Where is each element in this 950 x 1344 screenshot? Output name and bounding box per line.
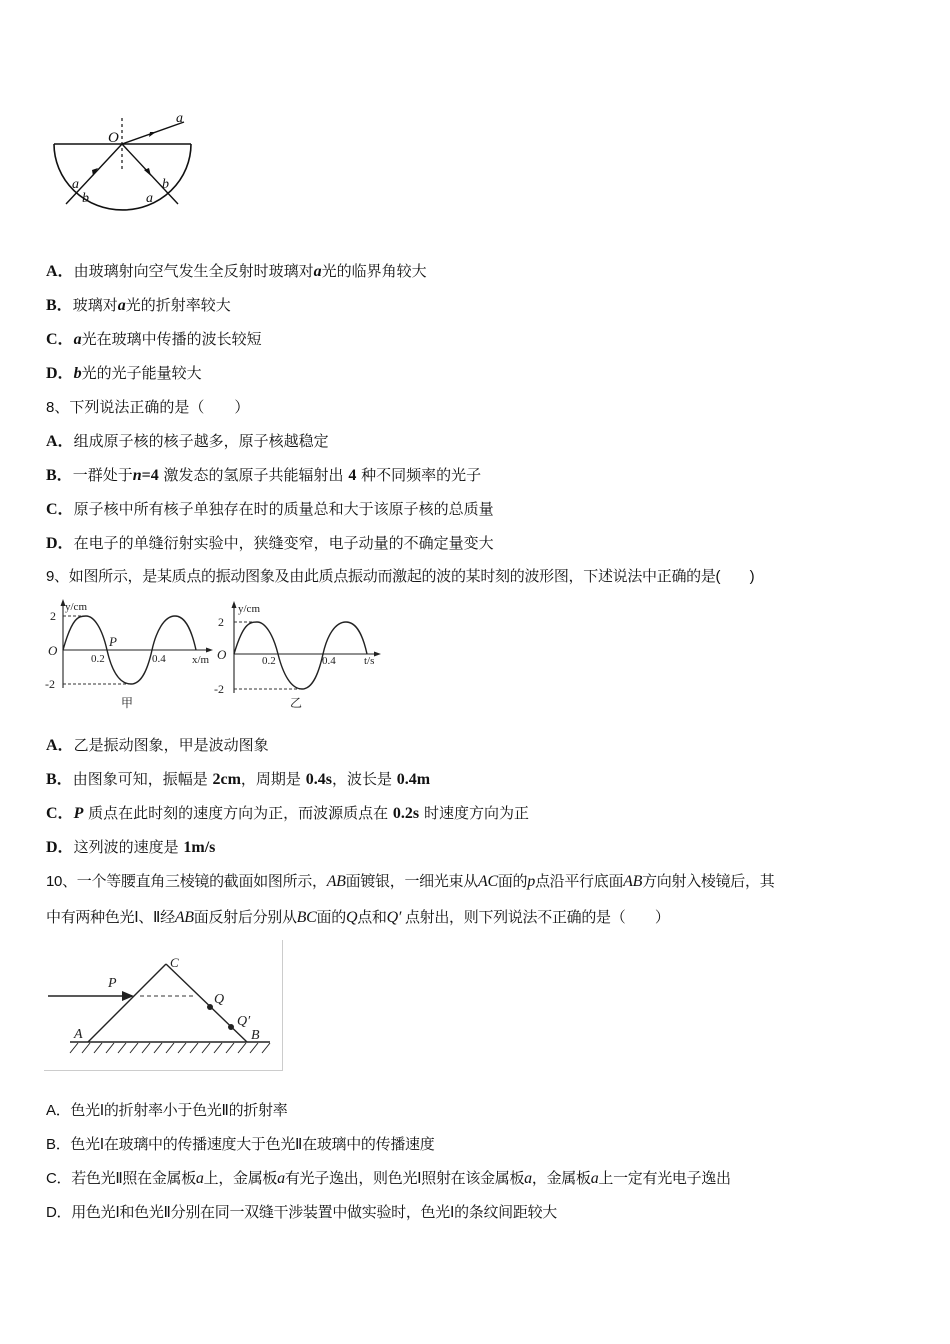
var-a: a — [313, 263, 322, 280]
svg-text:2: 2 — [50, 609, 56, 623]
question-number: 9、 — [46, 568, 69, 585]
svg-text:乙: 乙 — [290, 696, 303, 710]
q10-stem-line2: 中有两种色光Ⅰ、Ⅱ经AB面反射后分别从BC面的Q点和Q′ 点射出，则下列说法不正确的是（ ） — [46, 909, 670, 926]
q10-option-b[interactable]: B．色光Ⅰ在玻璃中的传播速度大于色光Ⅱ在玻璃中的传播速度 — [46, 1136, 435, 1153]
svg-text:a: a — [146, 191, 153, 206]
q8-option-c[interactable]: C．原子核中所有核子单独存在时的质量总和大于该原子核的总质量 — [46, 500, 494, 518]
q9-option-d[interactable]: D．这列波的速度是 1m/s — [46, 838, 216, 856]
q10-option-c[interactable]: C．若色光Ⅱ照在金属板a上，金属板a有光子逸出，则色光Ⅰ照射在该金属板a，金属板a上一定有光电子逸出 — [46, 1170, 731, 1187]
svg-text:b: b — [82, 191, 89, 206]
q10-option-d[interactable]: D．用色光Ⅰ和色光Ⅱ分别在同一双缝干涉装置中做实验时，色光Ⅰ的条纹间距较大 — [46, 1204, 557, 1221]
q9-option-b[interactable]: B．由图象可知，振幅是 2cm，周期是 0.4s，波长是 0.4m — [46, 770, 431, 788]
q7-option-b[interactable]: B．玻璃对a光的折射率较大 — [46, 296, 231, 314]
q8-option-d[interactable]: D．在电子的单缝衍射实验中，狭缝变窄，电子动量的不确定量变大 — [46, 534, 494, 552]
svg-text:x/m: x/m — [192, 654, 210, 666]
svg-text:Q′: Q′ — [237, 1014, 251, 1029]
svg-text:B: B — [251, 1028, 260, 1043]
option-letter: A． — [46, 263, 74, 280]
question-number: 10、 — [46, 873, 77, 890]
svg-text:0.4: 0.4 — [322, 655, 336, 667]
q9-option-a[interactable]: A．乙是振动图象，甲是波动图象 — [46, 736, 269, 754]
q9-option-c[interactable]: C．P 质点在此时刻的速度方向为正，而波源质点在 0.2s 时速度方向为正 — [46, 804, 529, 822]
q8-option-a[interactable]: A．组成原子核的核子越多，原子核越稳定 — [46, 432, 329, 450]
svg-text:P: P — [108, 976, 117, 991]
svg-text:A: A — [74, 1027, 83, 1042]
svg-text:O: O — [48, 643, 58, 658]
q7-option-d[interactable]: D．b光的光子能量较大 — [46, 364, 202, 382]
svg-text:O: O — [217, 647, 227, 662]
q9-vibration-graph-yi — [212, 598, 387, 713]
q10-option-a[interactable]: A．色光Ⅰ的折射率小于色光Ⅱ的折射率 — [46, 1102, 288, 1119]
q9-wave-graph-jia — [42, 598, 217, 713]
svg-text:-2: -2 — [214, 682, 224, 696]
svg-text:y/cm: y/cm — [65, 601, 87, 613]
q9-stem: 9、如图所示，是某质点的振动图象及由此质点振动而激起的波的某时刻的波形图，下述说法中正确的是( ) — [46, 568, 755, 585]
q10-stem-line1: 10、一个等腰直角三棱镜的截面如图所示，AB面镀银，一细光束从AC面的p点沿平行底面AB方向射入棱镜后，其 — [46, 873, 775, 890]
refraction-diagram-icon — [48, 108, 198, 216]
label-O: O — [108, 130, 119, 146]
question-number: 8、 — [46, 399, 70, 416]
svg-text:0.2: 0.2 — [262, 655, 276, 667]
q8-option-b[interactable]: B．一群处于n=4 激发态的氢原子共能辐射出 4 种不同频率的光子 — [46, 466, 482, 484]
svg-text:2: 2 — [218, 615, 224, 629]
q8-stem: 8、下列说法正确的是（ ） — [46, 398, 250, 416]
q7-option-a[interactable]: A．由玻璃射向空气发生全反射时玻璃对a光的临界角较大 — [46, 262, 427, 280]
svg-text:P: P — [109, 634, 117, 649]
svg-text:b: b — [162, 177, 169, 192]
svg-text:-2: -2 — [45, 677, 55, 691]
svg-text:甲: 甲 — [121, 696, 134, 710]
svg-text:t/s: t/s — [364, 655, 375, 667]
q7-option-c[interactable]: C．a光在玻璃中传播的波长较短 — [46, 330, 262, 348]
svg-text:C: C — [170, 955, 179, 970]
q7-semicircle-figure — [48, 108, 198, 216]
svg-text:a: a — [72, 177, 79, 192]
svg-text:y/cm: y/cm — [238, 603, 260, 615]
svg-text:0.4: 0.4 — [152, 653, 166, 665]
q10-prism-figure — [44, 940, 283, 1071]
svg-text:0.2: 0.2 — [91, 653, 105, 665]
svg-text:a: a — [176, 111, 183, 126]
svg-text:Q: Q — [214, 992, 225, 1007]
